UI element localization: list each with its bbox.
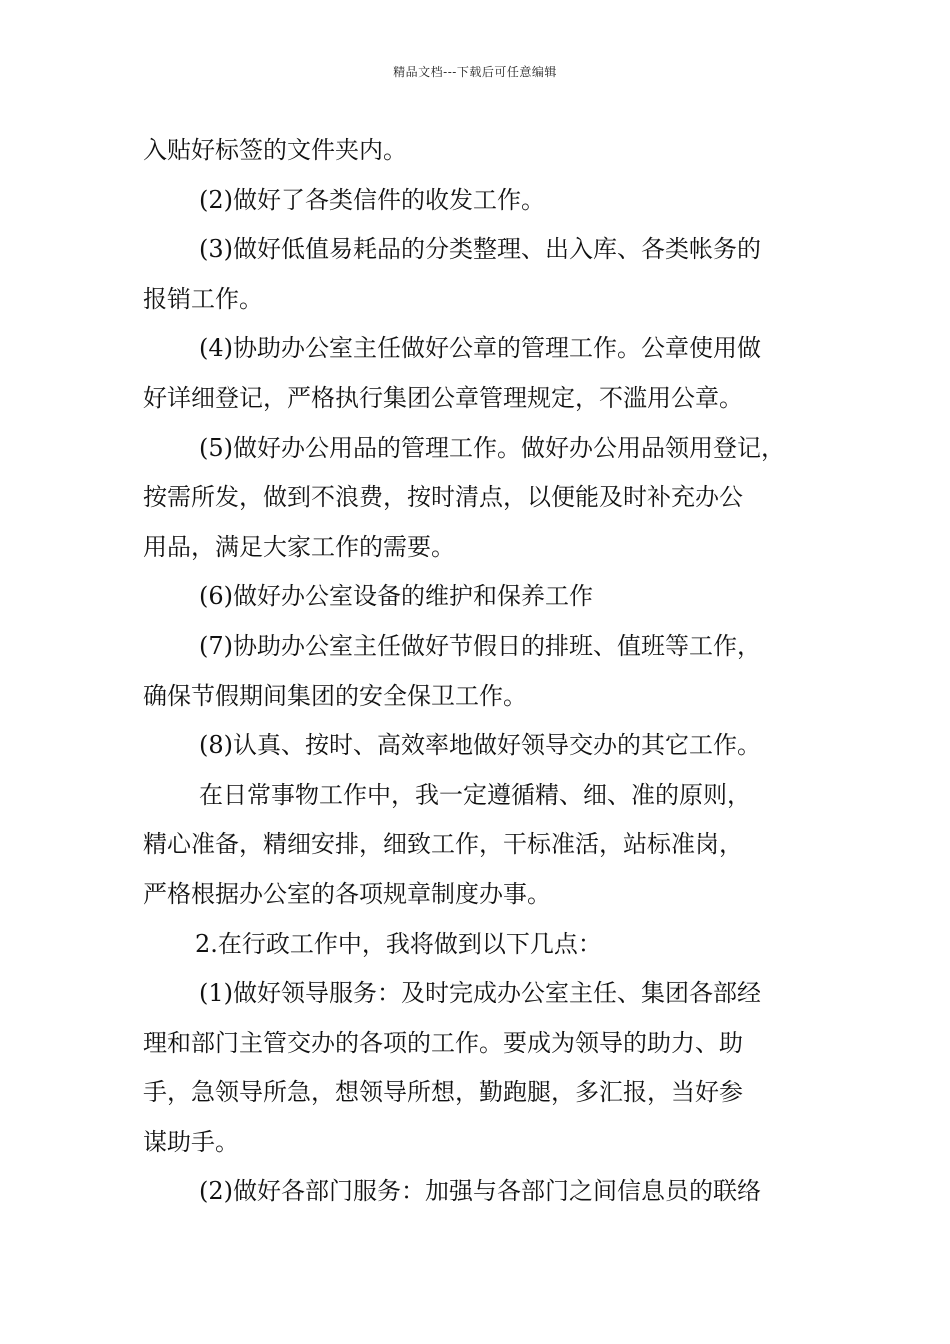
text-line: 确保节假期间集团的安全保卫工作。	[143, 681, 527, 710]
text-line: 手，急领导所急，想领导所想，勤跑腿，多汇报，当好参	[143, 1078, 743, 1107]
text-line: 在日常事物工作中，我一定遵循精、细、准的原则，	[199, 780, 751, 809]
document-body	[143, 126, 833, 1217]
text-line: (3)做好低值易耗品的分类整理、出入库、各类帐务的	[199, 235, 761, 264]
text-line: (4)协助办公室主任做好公章的管理工作。公章使用做	[199, 334, 761, 363]
text-line: (8)认真、按时、高效率地做好领导交办的其它工作。	[199, 731, 761, 760]
text-line: (6)做好办公室设备的维护和保养工作	[199, 582, 593, 611]
text-line: (1)做好领导服务：及时完成办公室主任、集团各部经	[199, 979, 761, 1008]
text-line: (2)做好各部门服务：加强与各部门之间信息员的联络	[199, 1177, 761, 1206]
text-line: 入贴好标签的文件夹内。	[143, 136, 407, 164]
text-line: 好详细登记，严格执行集团公章管理规定，不滥用公章。	[143, 383, 743, 412]
text-line: (2)做好了各类信件的收发工作。	[199, 185, 545, 214]
text-line: 用品，满足大家工作的需要。	[143, 532, 455, 561]
text-line: (7)协助办公室主任做好节假日的排班、值班等工作，	[199, 631, 761, 660]
text-line: 报销工作。	[143, 284, 263, 313]
text-line: 2.在行政工作中，我将做到以下几点：	[195, 929, 602, 958]
text-line: 谋助手。	[143, 1127, 239, 1156]
text-line: 按需所发，做到不浪费，按时清点，以便能及时补充办公	[143, 483, 743, 512]
text-line: 理和部门主管交办的各项的工作。要成为领导的助力、助	[143, 1028, 743, 1057]
text-line: (5)做好办公用品的管理工作。做好办公用品领用登记，	[199, 433, 785, 462]
text-line: 严格根据办公室的各项规章制度办事。	[143, 879, 551, 908]
page-header: 精品文档---下载后可任意编辑	[393, 65, 557, 79]
text-line: 精心准备，精细安排，细致工作，干标准活，站标准岗，	[143, 830, 743, 859]
